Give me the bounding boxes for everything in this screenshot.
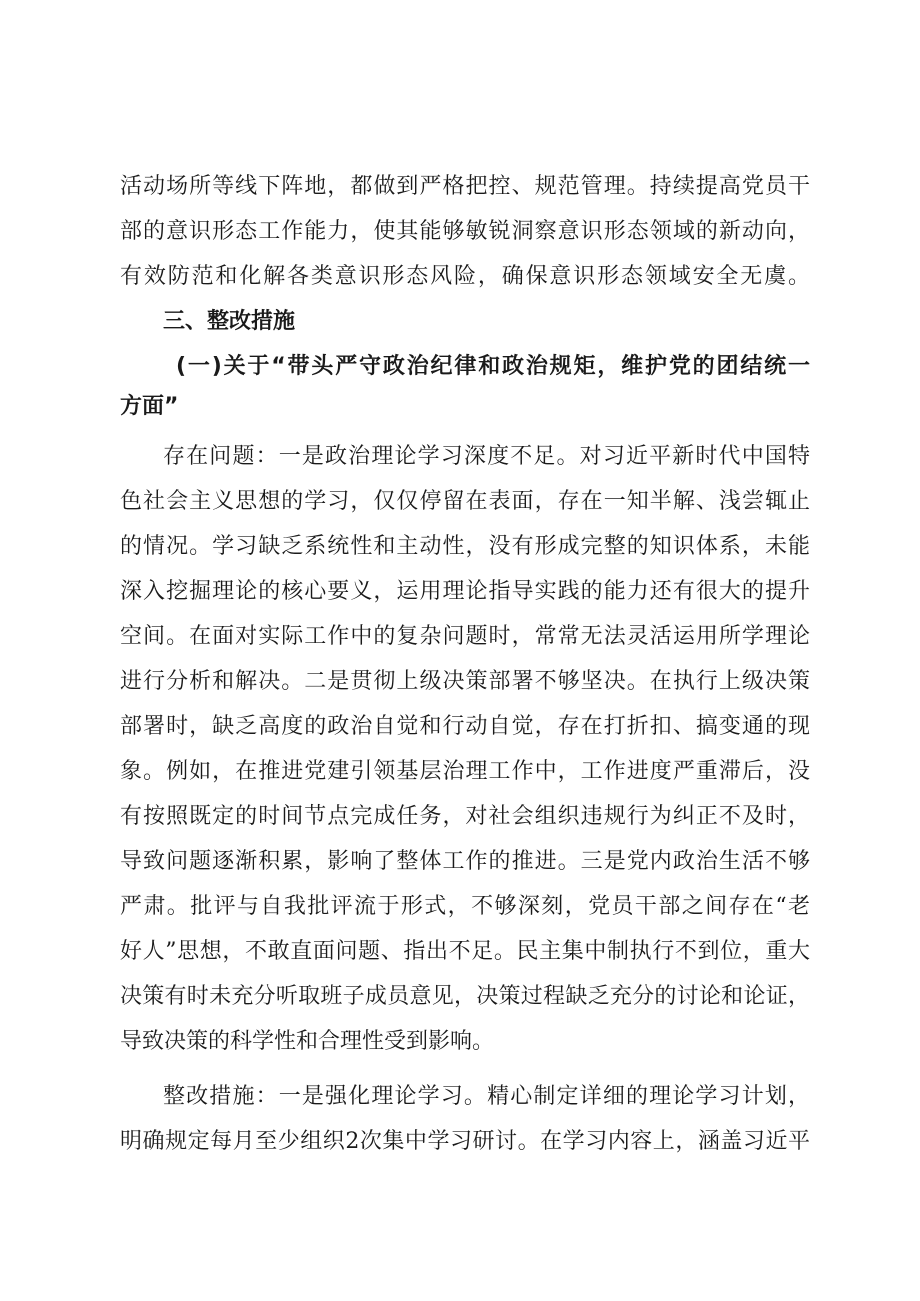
- body-text-line: 活动场所等线下阵地，都做到严格把控、规范管理。持续提高党员干: [120, 174, 812, 199]
- subheading-line-1: (一)关于“带头严守政治纪律和政治规矩，维护党的团结统一: [176, 354, 812, 379]
- paragraph-line: 好人”思想，不敢直面问题、指出不足。民主集中制执行不到位，重大: [120, 939, 811, 964]
- paragraph-line: 空间。在面对实际工作中的复杂问题时，常常无法灵活运用所学理论: [120, 624, 812, 649]
- paragraph-line: 明确规定每月至少组织2次集中学习研讨。在学习内容上，涵盖习近平: [120, 1129, 811, 1154]
- paragraph-line: 整改措施：一是强化理论学习。精心制定详细的理论学习计划，: [163, 1084, 812, 1109]
- paragraph-line: 严肃。批评与自我批评流于形式，不够深刻，党员干部之间存在“老: [120, 894, 812, 919]
- paragraph-line: 导致问题逐渐积累，影响了整体工作的推进。三是党内政治生活不够: [120, 849, 812, 874]
- paragraph-line: 色社会主义思想的学习，仅仅停留在表面，存在一知半解、浅尝辄止: [120, 489, 812, 514]
- paragraph-line: 的情况。学习缺乏系统性和主动性，没有形成完整的知识体系，未能: [120, 534, 812, 559]
- paragraph-line: 部署时，缺乏高度的政治自觉和行动自觉，存在打折扣、搞变通的现: [120, 714, 812, 739]
- paragraph-line: 深入挖掘理论的核心要义，运用理论指导实践的能力还有很大的提升: [120, 579, 812, 604]
- section-heading: 三、整改措施: [163, 309, 296, 334]
- paragraph-line: 进行分析和解决。二是贯彻上级决策部署不够坚决。在执行上级决策: [120, 669, 812, 694]
- paragraph-line: 决策有时未充分听取班子成员意见，决策过程缺乏充分的讨论和论证，: [120, 984, 811, 1009]
- paragraph-line: 有按照既定的时间节点完成任务，对社会组织违规行为纠正不及时，: [120, 804, 812, 829]
- paragraph-line: 导致决策的科学性和合理性受到影响。: [120, 1029, 495, 1054]
- subheading-line-2: 方面”: [120, 394, 179, 419]
- body-text-line: 部的意识形态工作能力，使其能够敏锐洞察意识形态领域的新动向，: [120, 219, 812, 244]
- paragraph-line: 存在问题：一是政治理论学习深度不足。对习近平新时代中国特: [163, 444, 812, 469]
- body-text-line: 有效防范和化解各类意识形态风险，确保意识形态领域安全无虞。: [120, 264, 812, 289]
- paragraph-line: 象。例如，在推进党建引领基层治理工作中，工作进度严重滞后，没: [120, 759, 812, 784]
